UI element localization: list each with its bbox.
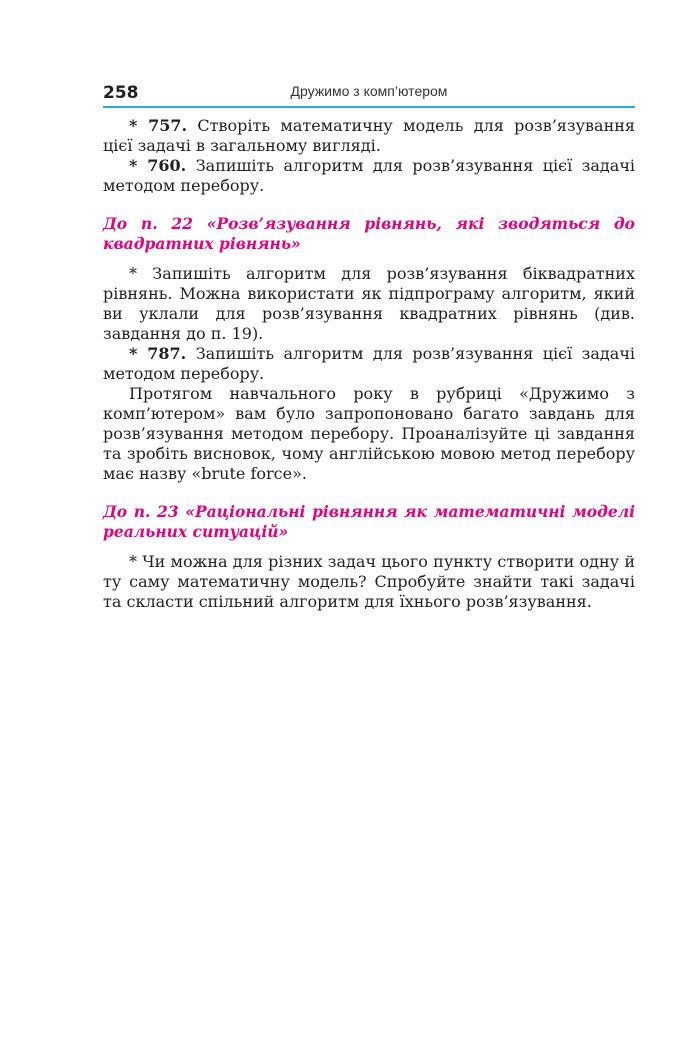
page-number: 258 [103, 83, 139, 103]
exercise-760 [103, 156, 635, 196]
section-heading-23: До п. 23 «Раціональні рівняння як математичні моделі реальних ситуацій» [103, 502, 635, 541]
exercise-number: * 787. [129, 344, 187, 363]
page-header [103, 80, 635, 106]
model-task: * Чи можна для різних задач цього пункту створити одну й ту саму математичну модель? Спробуйте знайти такі задачі та скласти спільний алгоритм для їхнього розв’язування. [103, 552, 635, 611]
exercise-text: Створіть математичну модель для розв’язування цієї задачі в загальному вигляді. [103, 116, 636, 155]
exercise-text: Запишіть алгоритм для розв’язування цієї задачі методом перебору. [103, 344, 636, 383]
header-rule [103, 106, 635, 108]
section-heading-22: До п. 22 «Розв’язування рівнянь, які зводяться до квадратних рівнянь» [103, 214, 635, 253]
exercise-text: Запишіть алгоритм для розв’язування цієї задачі методом перебору. [103, 156, 636, 195]
running-title: Дружимо з комп’ютером [290, 83, 448, 99]
exercise-number: * 757. [129, 116, 188, 135]
exercise-757 [103, 116, 635, 156]
page-content [103, 116, 635, 612]
year-summary-task: Протягом навчального року в рубриці «Дружимо з комп’ютером» вам було запропоновано багато завдань для розв’язування методом перебору. Проаналізуйте ці завдання та зробіть висновок, чому англійською мовою метод перебору має назву «brute force». [103, 384, 635, 483]
exercise-number: * 760. [129, 156, 187, 175]
biquadratic-task: * Запишіть алгоритм для розв’язування біквадратних рівнянь. Можна використати як підпрограму алгоритм, який ви уклали для розв’язування квадратних рівнянь (див. завдання до п. 19). [103, 264, 635, 343]
exercise-787 [103, 344, 635, 384]
